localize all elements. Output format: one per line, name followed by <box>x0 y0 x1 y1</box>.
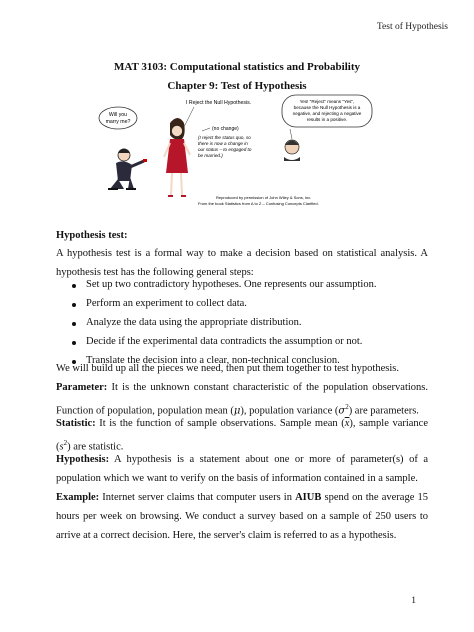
bullet-icon <box>72 303 76 307</box>
woman-thought-text: I Reject the Null Hypothesis. <box>186 100 252 106</box>
man-bubble-line-2: marry me? <box>105 119 131 125</box>
woman-reason-line-2: there is now a change in <box>198 141 248 146</box>
observer-head <box>284 129 300 161</box>
hypothesis-test-intro: A hypothesis test is a formal way to make a decision based on statistical analysis. A hypothesis test has the following general steps: <box>56 248 428 278</box>
man-speech-bubble <box>99 107 137 129</box>
sigma-symbol: σ <box>338 405 346 417</box>
section-heading-hypothesis-test: Hypothesis test: <box>56 230 128 241</box>
example-term: Example: <box>56 492 100 503</box>
x-bar-symbol: $\overline{x}$ <box>344 418 350 429</box>
statistic-term: Statistic: <box>56 418 96 429</box>
kneeling-man-figure <box>108 149 147 190</box>
man-bubble-line-1: Will you <box>108 112 128 118</box>
course-title: MAT 3103: Computational statistics and Probability <box>114 61 360 73</box>
document-page: Test of Hypothesis MAT 3103: Computational statistics and Probability Chapter 9: Test of Hypothesis Will you marry me? I Reject the Null Hypothesis. (no change) (I reject the status quo, so there is now a change in our status – to engaged to be married.) Yes! "Reject" means "Yes", because the Null Hypothesis is a negative, and rejecting a negative results in a positive. Reproduced by permission of John Wiley & Sons, Inc. From the book Statistics from A to Z – Confusing Concepts Clarified. Hypothesis test: A hypothesis test is a formal way to make a decision based on statistical analysis. A hypothesis test has the following general steps: Set up two contradictory hypotheses. One represents our assumption. Perform an experiment to collect data. Analyze the data using the appropriate distribution. Decide if the experimental data contradicts the assumption or not. Translate the decision into a clear, non-technical conclusion. We will build up all the pieces we need, then put them together to test hypothesis. Parameter: It is the unknown constant characteristic of the population observations. Function of population, population mean (μ), population variance $(\sigma^2)$ are parameters. Statistic: It is the function of sample observations. Sample mean $(\overline{x})$, sample variance $(s^2)$ are statistic. Hypothesis: A hypothesis is a statement about one or more of parameter(s) of a population which we want to verify on the basis of information contained in a sample. Example: Internet server claims that computer users in AIUB spend on the average 15 hours per week on browsing. We conduct a survey based on a sample of 250 users to arrive at a correct decision. Here, the server's claim is referred to as a hypothesis. 1 <box>0 0 474 632</box>
hypothesis-term: Hypothesis: <box>56 454 110 465</box>
observer-bubble-line-2: because the Null Hypothesis is a <box>293 105 361 110</box>
observer-bubble-line-4: results in a positive. <box>306 117 348 122</box>
observer-bubble-line-1: Yes! "Reject" means "Yes", <box>299 99 355 104</box>
bullet-icon <box>72 284 76 288</box>
credit-line-1: Reproduced by permission of John Wiley & Sons, Inc. <box>216 195 312 200</box>
s-symbol: s <box>59 441 64 453</box>
bullet-icon <box>72 341 76 345</box>
proposal-cartoon <box>96 93 376 211</box>
parameter-term: Parameter: <box>56 382 108 393</box>
woman-reason-line-4: be married.) <box>198 153 223 158</box>
hypothesis-definition: Hypothesis: A hypothesis is a statement about one or more of parameter(s) of a population which we want to verify on the basis of information contained in a sample. <box>56 454 428 484</box>
woman-reason-line-3: our status – to engaged to <box>198 147 252 152</box>
aiub-name: AIUB <box>295 492 322 503</box>
running-header: Test of Hypothesis <box>376 22 448 32</box>
example-paragraph: Example: Internet server claims that computer users in AIUB spend on the average 15 hours per week on browsing. We conduct a survey based on a sample of 250 users to arrive at a correct decision. Here, the server's claim is referred to as a hypothesis. <box>56 492 428 541</box>
credit-line-2: From the book Statistics from A to Z – Confusing Concepts Clarified. <box>198 201 319 206</box>
observer-bubble-line-3: negative, and rejecting a negative <box>292 111 362 116</box>
statistic-definition: Statistic: It is the function of sample observations. Sample mean $(\overline{x})$, sample variance $(s^2)$ are statistic. <box>56 418 429 453</box>
bullet-icon <box>72 322 76 326</box>
woman-reason-line-1: (I reject the status quo, so <box>198 135 251 140</box>
page-number: 1 <box>411 596 416 606</box>
no-change-note: (no change) <box>212 126 239 132</box>
parameter-definition: Parameter: It is the unknown constant characteristic of the population observations. Function of population, population mean (μ), population variance $(\sigma^2)$ are parameters. <box>56 382 428 417</box>
build-up-sentence: We will build up all the pieces we need, then put them together to test hypothesis. <box>56 363 399 374</box>
mu-symbol: μ <box>233 405 241 417</box>
woman-figure <box>164 107 194 196</box>
cartoon-drawing <box>96 93 376 211</box>
chapter-title: Chapter 9: Test of Hypothesis <box>167 80 307 92</box>
